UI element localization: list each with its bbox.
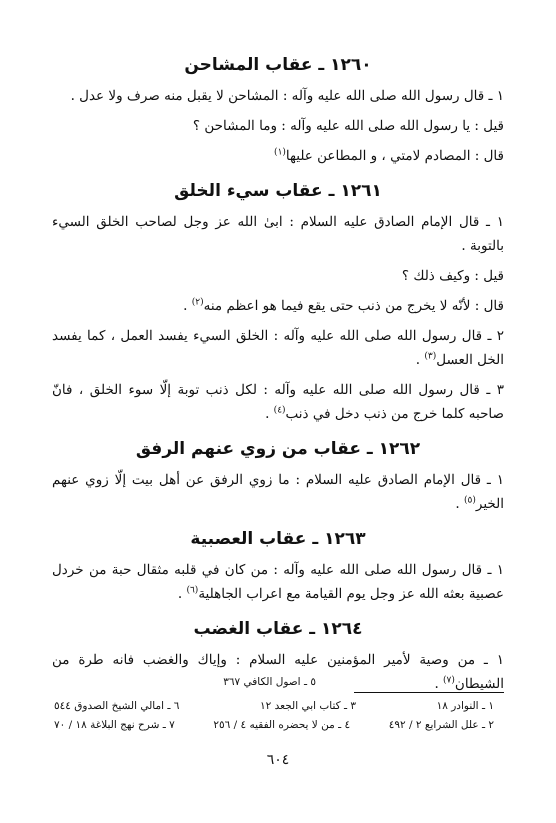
hadith-paragraph: ٢ ـ قال رسول الله صلى الله عليه وآله : الخلق السيء يفسد العمل ، كما يفسد الخل العسل$^{(٣)}$ . xyxy=(52,328,504,368)
page-number: ٦٠٤ xyxy=(266,752,290,768)
footnote-3: ٣ ـ كتاب ابي الجعد ١٢ xyxy=(260,700,357,712)
footnote-4: ٤ ـ من لا يحضره الفقيه ٤ / ٢٥٦ xyxy=(213,719,351,731)
section-heading: ١٢٦١ ـ عقاب سيء الخلق xyxy=(174,181,382,201)
hadith-paragraph: ١ ـ قال الإمام الصادق عليه السلام : ابىٰ الله عز وجل لصاحب الخلق السيء بالتوبة . xyxy=(52,214,504,254)
footnote-6: ٦ ـ امالي الشيخ الصدوق ٥٤٤ xyxy=(54,700,180,712)
hadith-paragraph: ١ ـ من وصية لأمير المؤمنين عليه السلام : وإياك والغضب فانه طرة من الشيطان$^{(٧)}$ . xyxy=(52,652,504,692)
footnote-ref: (١) xyxy=(274,147,286,158)
section-heading: ١٢٦٠ ـ عقاب المشاحن xyxy=(184,55,372,75)
footnote-1: ١ ـ النوادر ١٨ xyxy=(436,700,494,712)
footnote-ref: (٢) xyxy=(191,297,204,308)
footnote-ref: (٥) xyxy=(464,495,476,506)
footnote-ref: (٣) xyxy=(424,351,437,362)
section-heading: ١٢٦٣ ـ عقاب العصبية xyxy=(190,529,366,549)
footnote-7: ٧ ـ شرح نهج البلاغة ١٨ / ٧٠ xyxy=(54,719,175,731)
footnote-2: ٢ ـ علل الشرايع ٢ / ٤٩٢ xyxy=(388,719,494,731)
hadith-paragraph: قال : المصادم لامتي ، و المطاعن عليها$^{(١)}$ xyxy=(274,147,504,164)
hadith-paragraph: ١ ـ قال رسول الله صلى الله عليه وآله : من كان في قلبه مثقال حبة من خردل عصبية بعثه الله عز وجل يوم القيامة مع اعراب الجاهلية$^{(٦)}$ . xyxy=(52,562,504,602)
footnotes-block xyxy=(54,697,494,735)
hadith-paragraph: ١ ـ قال رسول الله صلى الله عليه وآله : المشاحن لا يقبل منه صرف ولا عدل . xyxy=(70,88,504,104)
footnote-ref: (٤) xyxy=(273,405,286,416)
footnote-divider xyxy=(354,692,504,693)
footnotes-row xyxy=(54,697,494,716)
hadith-paragraph: ٣ ـ قال رسول الله صلى الله عليه وآله : لكل ذنب توبة إلّا سوء الخلق ، فانّ صاحبه كلما خرج من ذنب دخل في ذنب$^{(٤)}$ . xyxy=(52,382,504,422)
hadith-paragraph: قال : لأنّه لا يخرج من ذنب حتى يقع فيما هو اعظم منه$^{(٢)}$ . xyxy=(183,297,504,314)
footnote-5: ٥ ـ اصول الكافي ٣٦٧ xyxy=(223,676,316,688)
hadith-paragraph: قيل : وكيف ذلك ؟ xyxy=(401,268,504,284)
footnote-ref: (٧) xyxy=(443,675,455,686)
footnotes-row xyxy=(54,716,494,735)
main-content xyxy=(52,52,504,696)
section-heading: ١٢٦٤ ـ عقاب الغضب xyxy=(193,619,363,639)
hadith-paragraph: ١ ـ قال الإمام الصادق عليه السلام : ما زوي الرفق عن أهل بيت إلّا زوي عنهم الخير$^{(٥)}$ . xyxy=(52,472,504,512)
footnote-ref: (٦) xyxy=(186,585,199,596)
hadith-paragraph: قيل : يا رسول الله صلى الله عليه وآله : وما المشاحن ؟ xyxy=(192,118,504,134)
section-heading: ١٢٦٢ ـ عقاب من زوي عنهم الرفق xyxy=(135,439,421,459)
